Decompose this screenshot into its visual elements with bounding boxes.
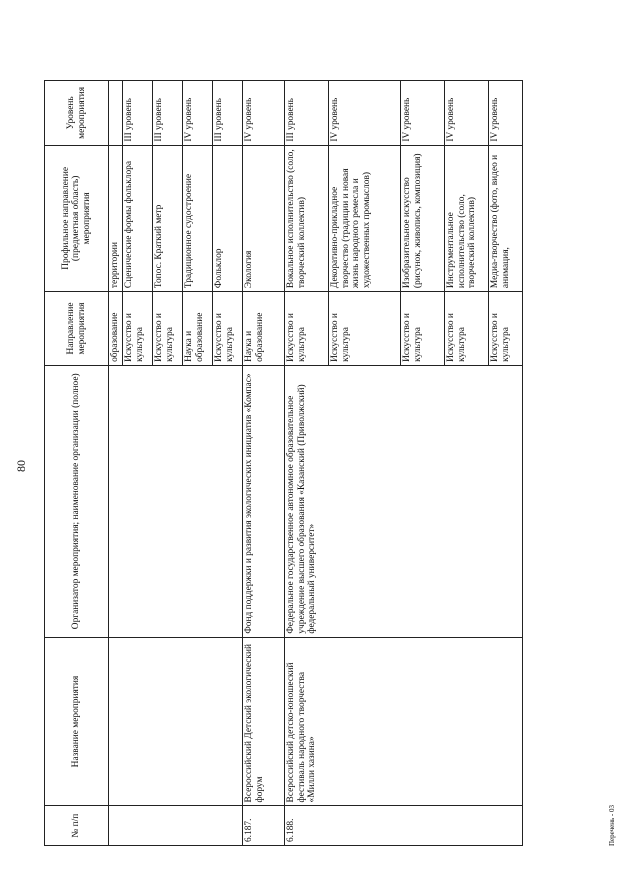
cell-organizer	[109, 365, 243, 637]
cell-name: Всероссийский Детский экологический форум	[243, 637, 285, 806]
cell-level: IV уровень	[183, 81, 213, 146]
cell-level: III уровень	[153, 81, 183, 146]
header-name: Название мероприятия	[45, 637, 109, 806]
header-organizer: Организатор мероприятия; наименование организации (полное)	[45, 365, 109, 637]
cell-direction: Наука и образование	[183, 292, 213, 366]
footer-note: Перечень - 03	[608, 805, 616, 846]
cell-profile: Фольклор	[213, 145, 243, 291]
cell-num	[109, 806, 243, 846]
cell-direction: образование	[109, 292, 123, 366]
cell-level: IV уровень	[243, 81, 285, 146]
cell-direction: Искусство и культура	[329, 292, 401, 366]
cell-profile: Сценические формы фольклора	[123, 145, 153, 291]
header-direction: Направление мероприятия	[45, 292, 109, 366]
cell-level: IV уровень	[329, 81, 401, 146]
header-profile: Профильное направление (предметная область) мероприятия	[45, 145, 109, 291]
cell-direction: Искусство и культура	[153, 292, 183, 366]
header-level: Уровень мероприятия	[45, 81, 109, 146]
table-row	[243, 81, 285, 846]
table-row	[109, 81, 123, 846]
cell-name: Всероссийский детско-юношеский фестиваль народного творчества «Милли хазина»	[285, 637, 523, 806]
cell-profile: территории	[109, 145, 123, 291]
cell-direction: Искусство и культура	[489, 292, 523, 366]
cell-direction: Искусство и культура	[123, 292, 153, 366]
cell-direction: Искусство и культура	[401, 292, 445, 366]
cell-profile: Вокальное исполнительство (соло, творческий коллектив)	[285, 145, 329, 291]
cell-num: 6.188.	[285, 806, 523, 846]
cell-num: 6.187.	[243, 806, 285, 846]
cell-profile: Декоративно-прикладное творчество (традиции и новая жизнь народного ремесла и художественных промыслов)	[329, 145, 401, 291]
cell-level: IV уровень	[445, 81, 489, 146]
cell-profile: Топос. Краткий метр	[153, 145, 183, 291]
header-num: № п/п	[45, 806, 109, 846]
cell-profile: Инструментальное исполнительство (соло, творческий коллектив)	[445, 145, 489, 291]
page-number: 80	[14, 460, 28, 472]
cell-level: III уровень	[213, 81, 243, 146]
cell-direction: Искусство и культура	[213, 292, 243, 366]
cell-direction: Искусство и культура	[445, 292, 489, 366]
cell-organizer: Фонд поддержки и развития экологических инициатив «Компас»	[243, 365, 285, 637]
events-table	[44, 80, 523, 846]
cell-level: III уровень	[285, 81, 329, 146]
cell-level	[109, 81, 123, 146]
cell-profile: Экология	[243, 145, 285, 291]
cell-profile: Традиционное судостроение	[183, 145, 213, 291]
cell-direction: Наука и образование	[243, 292, 285, 366]
table-header-row	[45, 81, 109, 846]
cell-level: IV уровень	[401, 81, 445, 146]
cell-profile: Изобразительное искусство (рисунок, живопись, композиция)	[401, 145, 445, 291]
cell-profile: Медиа-творчество (фото, видео и анимация,	[489, 145, 523, 291]
cell-level: IV уровень	[489, 81, 523, 146]
cell-direction: Искусство и культура	[285, 292, 329, 366]
cell-name	[109, 637, 243, 806]
table-row	[285, 81, 329, 846]
cell-organizer: Федеральное государственное автономное образовательное учреждение высшего образования «Казанский (Приволжский) федеральный университет»	[285, 365, 523, 637]
cell-level: III уровень	[123, 81, 153, 146]
